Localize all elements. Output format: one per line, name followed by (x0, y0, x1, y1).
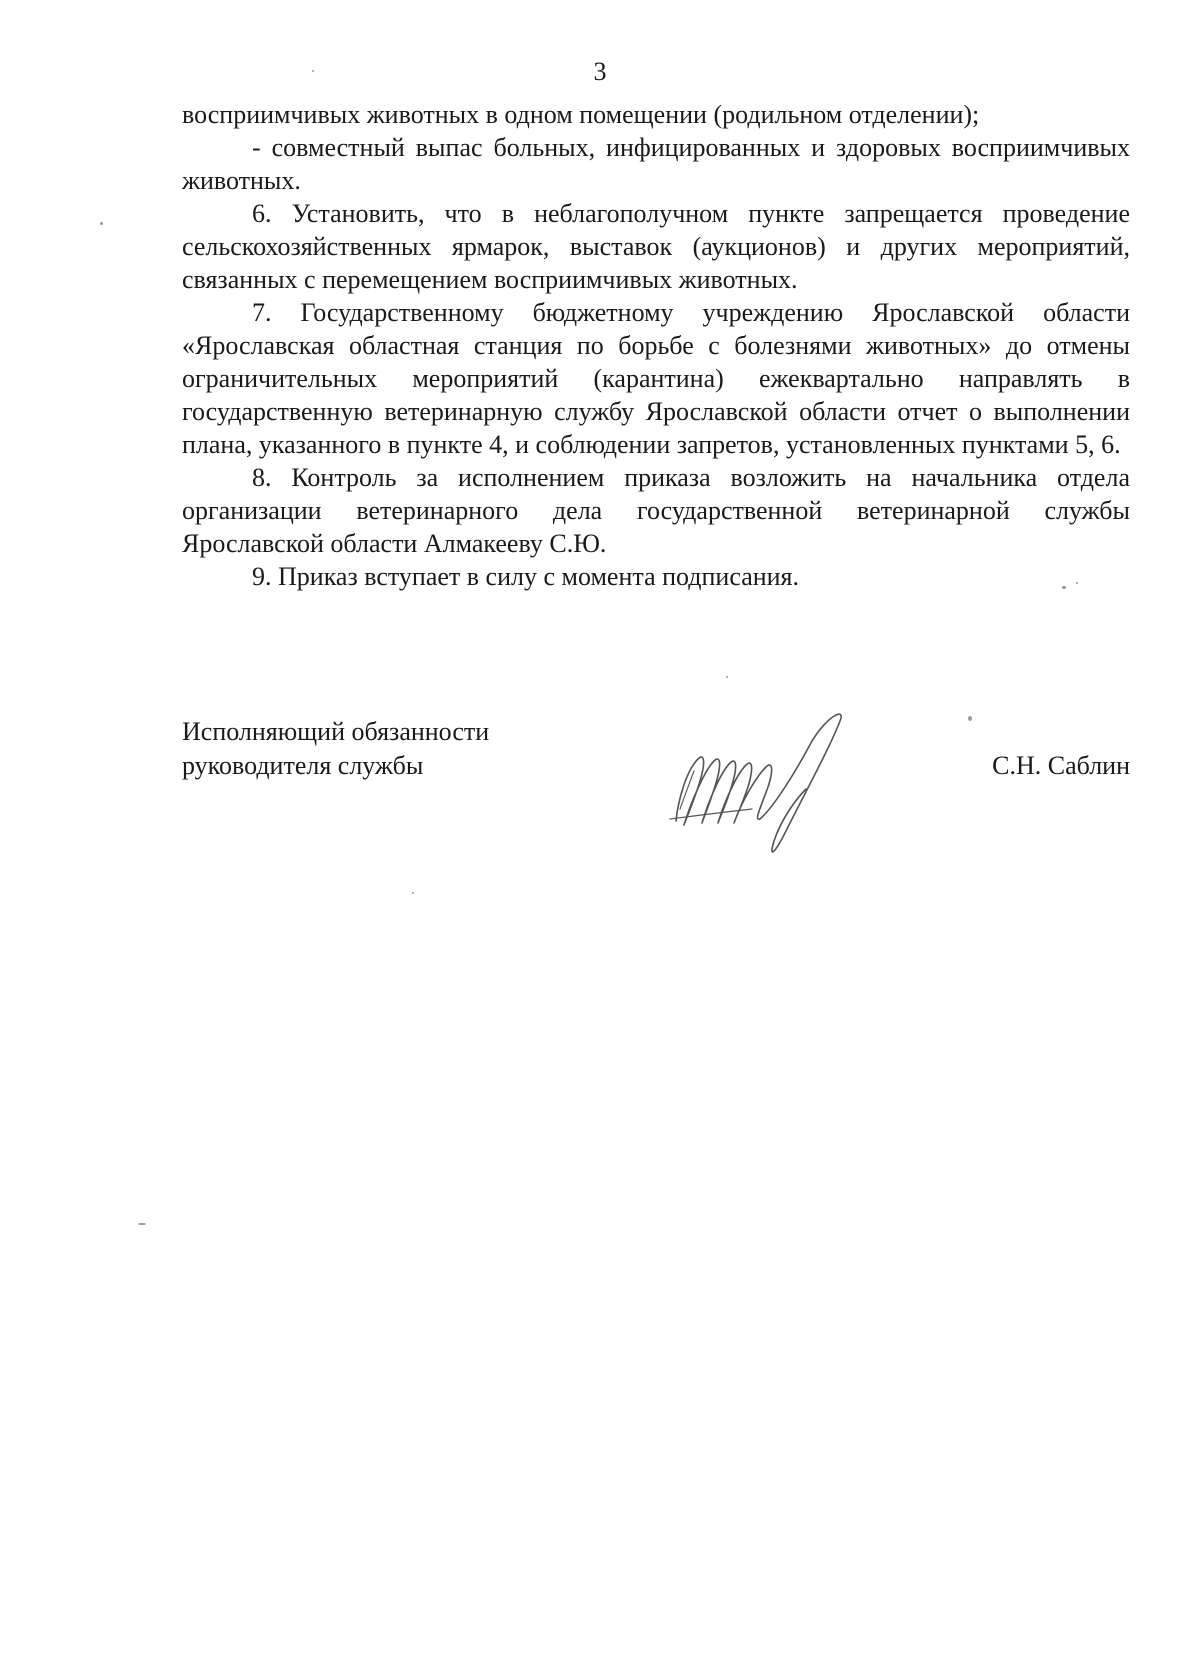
scan-speck (312, 70, 314, 72)
scan-speck (138, 1223, 146, 1225)
scan-speck (100, 222, 103, 225)
paragraph-continuation: восприимчивых животных в одном помещении (родильном отделении); (182, 100, 980, 129)
scan-speck (1076, 582, 1078, 584)
paragraph-8: 8. Контроль за исполнением приказа возложить на начальника отдела организации ветеринарного дела государственной ветеринарной службы Ярославской области Алмакееву С.Ю. (182, 463, 1130, 558)
signer-position (182, 715, 489, 783)
signer-name: С.Н. Саблин (992, 751, 1130, 780)
page-number: 3 (593, 57, 607, 86)
scan-speck (968, 716, 972, 721)
signer-position-line-2: руководителя службы (182, 751, 424, 780)
signature-block (182, 715, 1130, 875)
paragraph-dash-item: - совместный выпас больных, инфицированных и здоровых восприимчивых животных. (182, 133, 1130, 195)
scan-speck (412, 892, 414, 894)
signer-position-line-1: Исполняющий обязанности (182, 717, 490, 746)
paragraph-7: 7. Государственному бюджетному учреждению Ярославской области «Ярославская областная станция по борьбе с болезнями животных» до отмены ограничительных мероприятий (карантина) ежеквартально направлять в государственную ветеринарную службу Ярославской области отчет о выполнении плана, указанного в пункте 4, и соблюдении запретов, установленных пунктами 5, 6. (182, 298, 1130, 459)
paragraph-9: 9. Приказ вступает в силу с момента подписания. (252, 562, 800, 591)
scan-speck (1062, 586, 1066, 589)
handwritten-signature (656, 701, 896, 861)
scan-speck (726, 676, 728, 678)
paragraph-6: 6. Установить, что в неблагополучном пункте запрещается проведение сельскохозяйственных ярмарок, выставок (аукционов) и других мероприятий, связанных с перемещением восприимчивых животных. (182, 199, 1130, 294)
document-body (182, 98, 1130, 593)
